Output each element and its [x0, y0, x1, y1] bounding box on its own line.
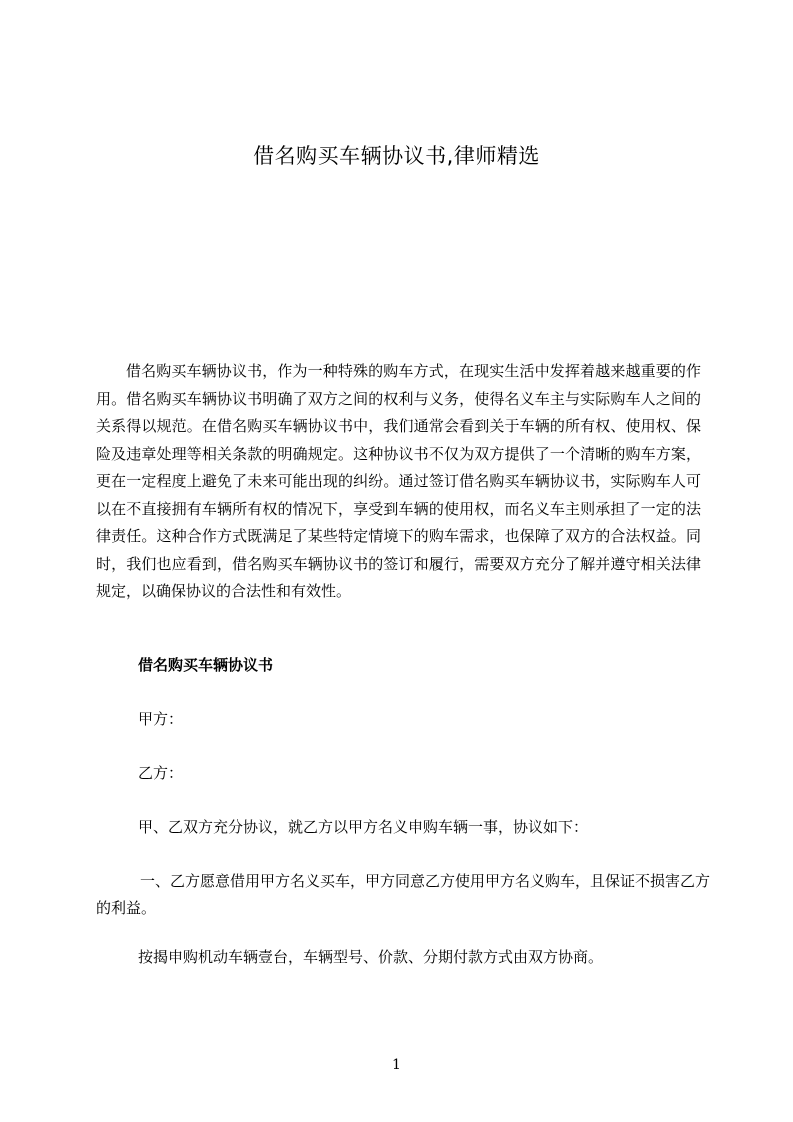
clause-1-detail-paragraph: 按揭申购机动车辆壹台，车辆型号、价款、分期付款方式由双方协商。: [138, 948, 604, 966]
party-a-line: 甲方：: [138, 710, 184, 728]
agreement-heading: 借名购买车辆协议书: [138, 656, 274, 674]
preamble-paragraph: 甲、乙双方充分协议，就乙方以甲方名义申购车辆一事，协议如下：: [138, 818, 589, 836]
document-title: 借名购买车辆协议书,律师精选: [253, 144, 540, 168]
intro-paragraph: 借名购买车辆协议书，作为一种特殊的购车方式，在现实生活中发挥着越来越重要的作用。借名购买车辆协议书明确了双方之间的权利与义务，使得名义车主与实际购车人之间的关系得以规范。在借名购买车辆协议书中，我们通常会看到关于车辆的所有权、使用权、保险及违章处理等相关条款的明确规定。这种协议书不仅为双方提供了一个清晰的购车方案，更在一定程度上避免了未来可能出现的纠纷。通过签订借名购买车辆协议书，实际购车人可以在不直接拥有车辆所有权的情况下，享受到车辆的使用权，而名义车主则承担了一定的法律责任。这种合作方式既满足了某些特定情境下的购车需求，也保障了双方的合法权益。同时，我们也应看到，借名购买车辆协议书的签订和履行，需要双方充分了解并遵守相关法律规定，以确保协议的合法性和有效性。: [96, 362, 701, 600]
clause-1-paragraph: 一、乙方愿意借用甲方名义买车，甲方同意乙方使用甲方名义购车，且保证不损害乙方的利益。: [96, 872, 711, 917]
party-b-line: 乙方：: [138, 764, 184, 782]
page-number: 1: [392, 1057, 401, 1073]
